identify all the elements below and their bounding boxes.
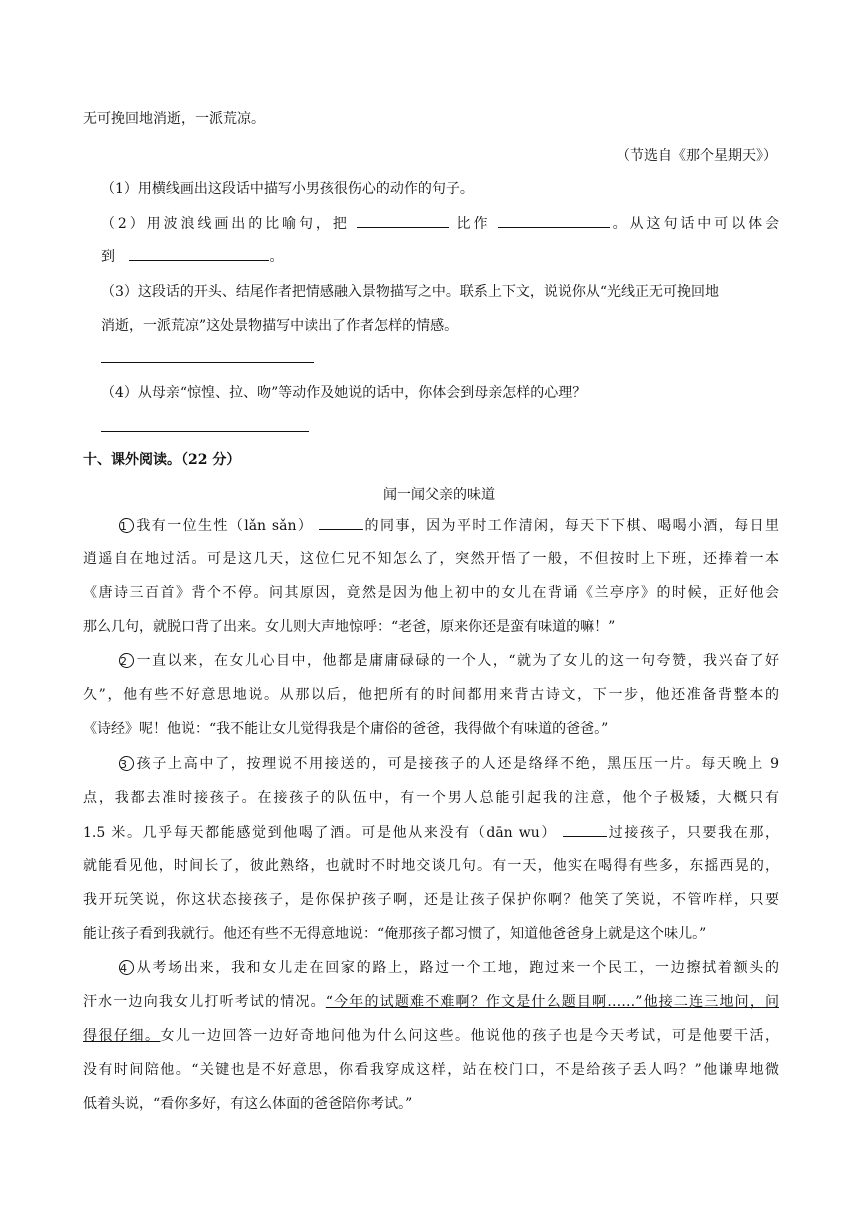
paragraph-3-line-4: 就能看见他，时间长了，彼此熟络，也就时不时地交谈几句。有一天，他实在喝得有些多，东摇西晃的， bbox=[83, 858, 779, 874]
question-3-line-2: 消逝，一派荒凉”这处景物描写中读出了作者怎样的情感。 bbox=[101, 318, 459, 334]
paragraph-4-line-2: 汗水一边向我女儿打听考试的情况。“今年的试题难不难啊？作文是什么题目啊……”他接二连三地问，问 bbox=[83, 994, 779, 1010]
paragraph-4-line-3: 得很仔细。女儿一边回答一边好奇地问他为什么问这些。他说他的孩子也是今天考试，可是他要干活， bbox=[83, 1028, 779, 1044]
passage-ending-line: 无可挽回地消逝，一派荒凉。 bbox=[83, 111, 265, 127]
question-2-text-d: 到 bbox=[101, 249, 115, 265]
paragraph-3-line-1: 3 孩子上高中了，按理说不用接送的，可是接孩子的人还是络绎不绝，黑压压一片。每天晚上 9 bbox=[120, 756, 779, 772]
paragraph-number-2: 2 bbox=[119, 653, 134, 668]
reading-title: 闻一闻父亲的味道 bbox=[383, 487, 495, 503]
underlined-sentence: “今年的试题难不难啊？作文是什么题目啊……”他接二连三地问，问 bbox=[325, 994, 779, 1010]
paragraph-1-line-2: 逍遥自在地过活。可是这几天，这位仁兄不知怎么了，突然开悟了一般，不但按时上下班，还捧着一本 bbox=[83, 551, 779, 567]
paragraph-number-3: 3 bbox=[119, 756, 134, 771]
question-2-text-c: 。从这句话中可以体会 bbox=[609, 216, 779, 232]
paragraph-1-line-4: 那么几句，就脱口背了出来。女儿则大声地惊呼：“老爸，原来你还是蛮有味道的嘛！” bbox=[83, 619, 616, 635]
underlined-sentence-end: 得很仔细。 bbox=[83, 1028, 161, 1044]
answer-blank-danwu[interactable] bbox=[563, 822, 607, 837]
paragraph-2-line-2: 久”，他有些不好意思地说。从那以后，他把所有的时间都用来背古诗文，下一步，他还准备背整本的 bbox=[83, 687, 779, 703]
answer-line-4[interactable] bbox=[101, 431, 309, 432]
paragraph-3-line-6: 能让孩子看到我就行。他还有些不无得意地说：“俺那孩子都习惯了，知道他爸爸身上就是这个味儿。” bbox=[83, 926, 707, 942]
paragraph-number-1: 1 bbox=[119, 518, 134, 533]
answer-blank-2a[interactable] bbox=[357, 213, 449, 228]
question-3-line-1: （3）这段话的开头、结尾作者把情感融入景物描写之中。联系上下文，说说你从“光线正无可挽回地 bbox=[101, 284, 720, 300]
paragraph-3-line-3: 1.5 米。几乎每天都能感觉到他喝了酒。可是他从来没有（dān wu） 过接孩子，只要我在那， bbox=[83, 822, 779, 843]
question-2-line-1 bbox=[101, 213, 779, 234]
question-2-text-e: 。 bbox=[269, 249, 284, 265]
question-2-text-b: 比作 bbox=[456, 216, 491, 232]
paragraph-4-line-4: 没有时间陪他。“关键也是不好意思，你看我穿成这样，站在校门口，不是给孩子丢人吗？”他谦卑地微 bbox=[83, 1062, 779, 1078]
question-1: （1）用横线画出这段话中描写小男孩很伤心的动作的句子。 bbox=[101, 181, 474, 197]
paragraph-number-4: 4 bbox=[119, 960, 134, 975]
question-2-line-2 bbox=[101, 246, 283, 266]
question-2-text-a: （2）用波浪线画出的比喻句，把 bbox=[101, 216, 350, 232]
answer-blank-lansan[interactable] bbox=[319, 515, 363, 530]
answer-blank-2c[interactable] bbox=[129, 246, 269, 261]
paragraph-2-line-1: 2 一直以来，在女儿心目中，他都是庸庸碌碌的一个人，“就为了女儿的这一句夸赞，我兴奋了好 bbox=[120, 653, 779, 669]
paragraph-4-line-1: 4 从考场出来，我和女儿走在回家的路上，路过一个工地，跑过来一个民工，一边擦拭着额头的 bbox=[120, 960, 779, 976]
paragraph-3-line-5: 我开玩笑说，你这状态接孩子，是你保护孩子啊，还是让孩子保护你啊？他笑了笑说，不管咋样，只要 bbox=[83, 892, 779, 908]
paragraph-2-line-3: 《诗经》呢！他说：“我不能让女儿觉得我是个庸俗的爸爸，我得做个有味道的爸爸。” bbox=[83, 721, 609, 737]
paragraph-1-line-1: 1 我有一位生性（lǎn sǎn） 的同事，因为平时工作清闲，每天下下棋、喝喝小酒，每日里 bbox=[119, 515, 779, 536]
question-4: （4）从母亲“惊惶、拉、吻”等动作及她说的话中，你体会到母亲怎样的心理？ bbox=[101, 385, 587, 401]
paragraph-4-line-5: 低着头说，“看你多好，有这么体面的爸爸陪你考试。” bbox=[83, 1096, 413, 1112]
paragraph-3-line-2: 点，我都去准时接孩子。在接孩子的队伍中，有一个男人总能引起我的注意，他个子极矮，大概只有 bbox=[83, 790, 779, 806]
passage-source: （节选自《那个星期天》） bbox=[616, 148, 777, 164]
answer-blank-2b[interactable] bbox=[498, 213, 610, 228]
paragraph-1-line-3: 《唐诗三百首》背个不停。问其原因，竟然是因为他上初中的女儿在背诵《兰亭序》的时候，正好他会 bbox=[83, 585, 779, 601]
section-heading: 十、课外阅读。（22 分） bbox=[83, 452, 241, 468]
answer-line-3[interactable] bbox=[101, 362, 314, 363]
